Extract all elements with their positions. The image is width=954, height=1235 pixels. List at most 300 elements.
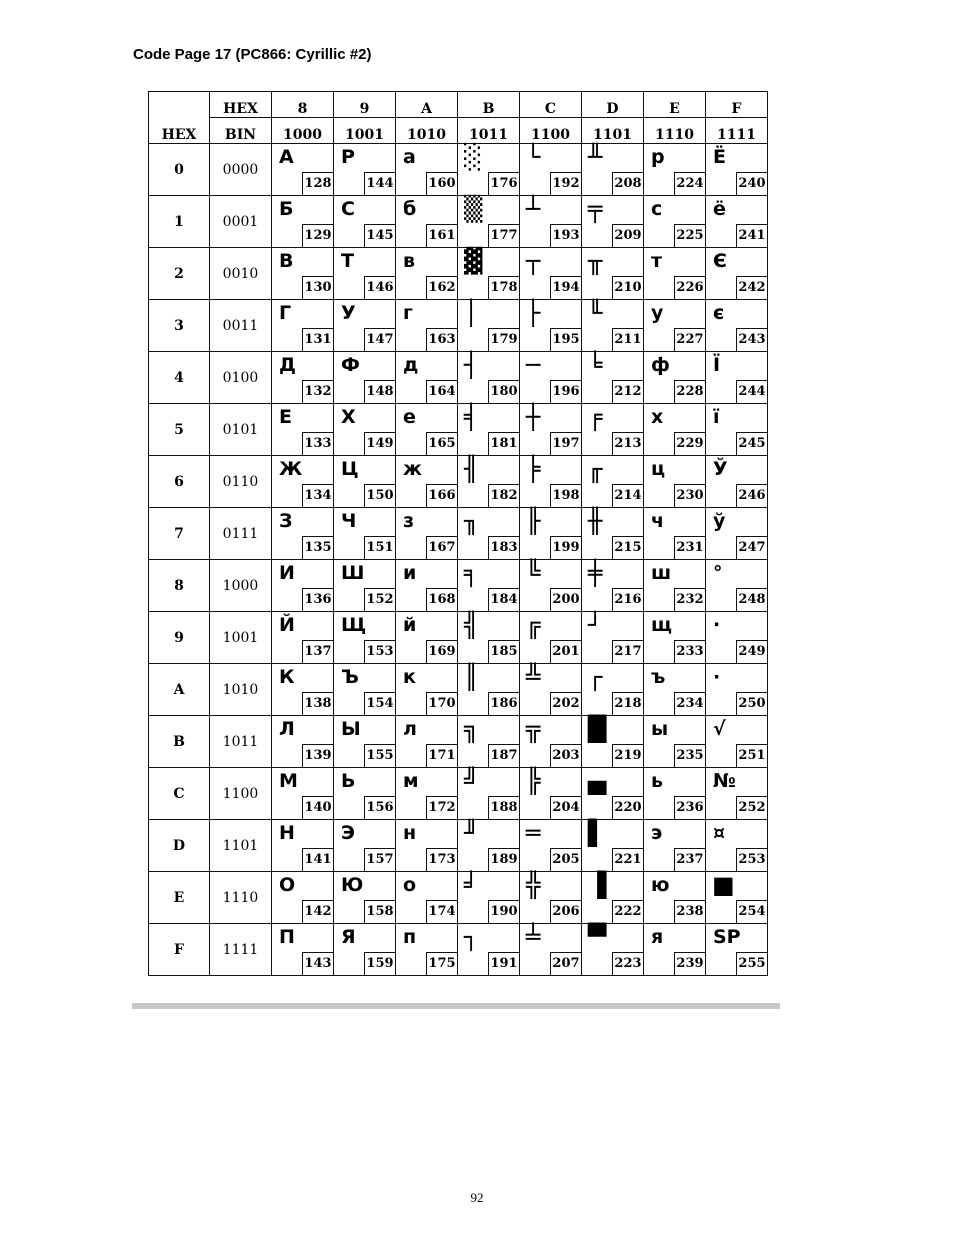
char-cell xyxy=(706,820,768,872)
char-cell xyxy=(644,508,706,560)
char-cell xyxy=(582,300,644,352)
row-hex: 6 xyxy=(149,456,210,508)
table-row xyxy=(149,144,768,196)
char-cell xyxy=(272,404,334,456)
table-row xyxy=(149,508,768,560)
char-glyph: Ф xyxy=(341,354,360,376)
char-code: 200 xyxy=(550,588,581,611)
char-code: 156 xyxy=(364,796,395,819)
row-bin: 1001 xyxy=(210,612,272,664)
char-glyph: ├ xyxy=(526,299,541,327)
char-cell xyxy=(520,872,582,924)
char-code: 218 xyxy=(612,692,643,715)
char-code: 245 xyxy=(736,432,767,455)
char-cell xyxy=(334,300,396,352)
char-cell xyxy=(272,768,334,820)
char-glyph: Ц xyxy=(341,458,359,480)
char-code: 222 xyxy=(612,900,643,923)
char-code: 254 xyxy=(736,900,767,923)
char-cell xyxy=(458,456,520,508)
char-cell xyxy=(582,768,644,820)
char-cell xyxy=(582,560,644,612)
char-cell xyxy=(706,560,768,612)
char-cell xyxy=(582,872,644,924)
char-glyph: ╖ xyxy=(464,507,479,535)
row-bin: 0010 xyxy=(210,248,272,300)
char-code: 169 xyxy=(426,640,457,663)
row-bin: 1100 xyxy=(210,768,272,820)
row-bin: 1110 xyxy=(210,872,272,924)
char-cell xyxy=(520,768,582,820)
row-bin: 0100 xyxy=(210,352,272,404)
char-cell xyxy=(272,196,334,248)
char-cell xyxy=(706,612,768,664)
char-code: 198 xyxy=(550,484,581,507)
char-code: 180 xyxy=(488,380,519,403)
table-row xyxy=(149,664,768,716)
char-cell xyxy=(644,716,706,768)
char-cell xyxy=(396,924,458,976)
char-code: 214 xyxy=(612,484,643,507)
char-code: 243 xyxy=(736,328,767,351)
table-row xyxy=(149,300,768,352)
char-code: 172 xyxy=(426,796,457,819)
char-cell xyxy=(520,508,582,560)
char-glyph: ╕ xyxy=(464,559,479,587)
char-glyph: ■ xyxy=(712,871,735,899)
char-cell xyxy=(582,144,644,196)
char-cell xyxy=(582,664,644,716)
char-cell xyxy=(520,664,582,716)
char-glyph: т xyxy=(651,250,663,272)
char-glyph: ь xyxy=(651,770,664,792)
char-glyph: ╡ xyxy=(464,403,479,431)
table-row xyxy=(149,768,768,820)
char-code: 133 xyxy=(302,432,333,455)
column-bin-1: 1001 xyxy=(334,118,396,144)
char-cell xyxy=(582,820,644,872)
char-cell xyxy=(334,872,396,924)
char-glyph: └ xyxy=(526,143,541,171)
char-glyph: ╠ xyxy=(526,767,541,795)
row-hex: 9 xyxy=(149,612,210,664)
char-code: 195 xyxy=(550,328,581,351)
char-glyph: ш xyxy=(651,562,672,584)
char-glyph: Ь xyxy=(341,770,356,792)
char-code: 241 xyxy=(736,224,767,247)
char-glyph: Ї xyxy=(713,354,721,376)
char-glyph: ф xyxy=(651,354,670,376)
char-cell xyxy=(272,716,334,768)
char-code: 189 xyxy=(488,848,519,871)
char-cell xyxy=(334,612,396,664)
column-bin-4: 1100 xyxy=(520,118,582,144)
char-glyph: ▄ xyxy=(588,767,607,795)
char-glyph: ╛ xyxy=(464,871,479,899)
char-cell xyxy=(520,820,582,872)
row-hex: F xyxy=(149,924,210,976)
char-glyph: Н xyxy=(279,822,295,844)
table-row xyxy=(149,352,768,404)
row-bin: 1111 xyxy=(210,924,272,976)
char-cell xyxy=(644,612,706,664)
char-glyph: ╓ xyxy=(588,455,603,483)
char-cell xyxy=(396,456,458,508)
header-row-bin xyxy=(149,118,768,144)
char-cell xyxy=(396,404,458,456)
char-code: 244 xyxy=(736,380,767,403)
char-cell xyxy=(396,300,458,352)
column-bin-5: 1101 xyxy=(582,118,644,144)
char-code: 173 xyxy=(426,848,457,871)
char-cell xyxy=(520,404,582,456)
char-code: 149 xyxy=(364,432,395,455)
char-code: 177 xyxy=(488,224,519,247)
char-cell xyxy=(272,924,334,976)
char-glyph: п xyxy=(403,926,417,948)
char-cell xyxy=(272,664,334,716)
char-glyph: № xyxy=(713,770,736,792)
char-cell xyxy=(582,248,644,300)
char-glyph: ╟ xyxy=(526,507,541,535)
char-glyph: ┴ xyxy=(526,195,541,223)
char-glyph: ╬ xyxy=(526,871,541,899)
bottom-rule xyxy=(132,1003,780,1009)
char-glyph: М xyxy=(279,770,298,792)
char-code: 247 xyxy=(736,536,767,559)
char-glyph: ж xyxy=(403,458,422,480)
row-hex: C xyxy=(149,768,210,820)
char-code: 131 xyxy=(302,328,333,351)
char-glyph: Ш xyxy=(341,562,365,584)
char-cell xyxy=(458,768,520,820)
char-glyph: л xyxy=(403,718,417,740)
char-code: 229 xyxy=(674,432,705,455)
char-cell xyxy=(458,872,520,924)
char-cell xyxy=(334,144,396,196)
char-code: 175 xyxy=(426,952,457,975)
row-bin: 0101 xyxy=(210,404,272,456)
char-glyph: й xyxy=(403,614,417,636)
char-glyph: в xyxy=(403,250,416,272)
char-cell xyxy=(520,456,582,508)
char-glyph: ╘ xyxy=(588,351,603,379)
char-code: 253 xyxy=(736,848,767,871)
column-hex-4: C xyxy=(520,92,582,118)
char-cell xyxy=(520,196,582,248)
char-glyph: ═ xyxy=(526,819,541,847)
char-code: 217 xyxy=(612,640,643,663)
char-cell xyxy=(272,248,334,300)
char-code: 236 xyxy=(674,796,705,819)
char-glyph: ч xyxy=(651,510,665,532)
char-glyph: ╧ xyxy=(526,923,541,951)
char-glyph: Л xyxy=(279,718,295,740)
char-code: 255 xyxy=(736,952,767,975)
column-bin-7: 1111 xyxy=(706,118,768,144)
table-row xyxy=(149,872,768,924)
char-glyph: ╪ xyxy=(588,559,603,587)
char-cell xyxy=(644,352,706,404)
char-code: 164 xyxy=(426,380,457,403)
char-glyph: SP xyxy=(713,926,741,948)
char-code: 167 xyxy=(426,536,457,559)
char-glyph: Е xyxy=(279,406,292,428)
char-glyph: к xyxy=(403,666,416,688)
char-glyph: н xyxy=(403,822,417,844)
char-glyph: Й xyxy=(279,614,295,636)
char-glyph: ы xyxy=(651,718,669,740)
char-glyph: ▌ xyxy=(588,819,607,847)
char-cell xyxy=(396,196,458,248)
char-glyph: д xyxy=(403,354,419,376)
char-cell xyxy=(334,820,396,872)
char-cell xyxy=(520,716,582,768)
char-code: 206 xyxy=(550,900,581,923)
row-hex: 1 xyxy=(149,196,210,248)
char-cell xyxy=(396,716,458,768)
char-cell xyxy=(458,404,520,456)
char-code: 129 xyxy=(302,224,333,247)
char-glyph: ┤ xyxy=(464,351,479,379)
char-code: 154 xyxy=(364,692,395,715)
char-code: 234 xyxy=(674,692,705,715)
char-code: 233 xyxy=(674,640,705,663)
char-code: 135 xyxy=(302,536,333,559)
char-code: 143 xyxy=(302,952,333,975)
char-code: 148 xyxy=(364,380,395,403)
char-code: 250 xyxy=(736,692,767,715)
row-bin: 0011 xyxy=(210,300,272,352)
char-glyph: я xyxy=(651,926,664,948)
char-cell xyxy=(334,768,396,820)
char-code: 221 xyxy=(612,848,643,871)
char-code: 201 xyxy=(550,640,581,663)
char-code: 130 xyxy=(302,276,333,299)
char-cell xyxy=(458,248,520,300)
char-cell xyxy=(396,768,458,820)
char-glyph: ┐ xyxy=(464,923,479,951)
row-bin: 1101 xyxy=(210,820,272,872)
char-cell xyxy=(396,560,458,612)
char-code: 128 xyxy=(302,172,333,195)
char-glyph: │ xyxy=(464,299,479,327)
char-code: 248 xyxy=(736,588,767,611)
char-glyph: ╣ xyxy=(464,611,479,639)
char-code: 142 xyxy=(302,900,333,923)
char-cell xyxy=(520,352,582,404)
char-cell xyxy=(520,300,582,352)
char-code: 139 xyxy=(302,744,333,767)
char-glyph: ╗ xyxy=(464,715,479,743)
char-cell xyxy=(644,248,706,300)
row-hex: 5 xyxy=(149,404,210,456)
char-code: 242 xyxy=(736,276,767,299)
char-code: 141 xyxy=(302,848,333,871)
char-glyph: ё xyxy=(713,198,726,220)
column-hex-2: A xyxy=(396,92,458,118)
char-cell xyxy=(706,768,768,820)
char-code: 168 xyxy=(426,588,457,611)
char-code: 147 xyxy=(364,328,395,351)
char-code: 183 xyxy=(488,536,519,559)
char-cell xyxy=(396,508,458,560)
char-cell xyxy=(582,352,644,404)
code-page-table xyxy=(148,91,768,976)
char-glyph: ┬ xyxy=(526,247,541,275)
char-code: 182 xyxy=(488,484,519,507)
char-glyph: ▀ xyxy=(588,923,607,951)
char-cell xyxy=(458,924,520,976)
char-cell xyxy=(582,716,644,768)
char-glyph: ў xyxy=(713,510,726,532)
table-row xyxy=(149,196,768,248)
column-bin-0: 1000 xyxy=(272,118,334,144)
char-cell xyxy=(520,924,582,976)
char-code: 208 xyxy=(612,172,643,195)
char-code: 240 xyxy=(736,172,767,195)
char-code: 211 xyxy=(612,328,643,351)
char-glyph: ░ xyxy=(464,143,483,171)
char-glyph: ─ xyxy=(526,351,541,379)
char-cell xyxy=(334,404,396,456)
char-cell xyxy=(582,196,644,248)
char-code: 230 xyxy=(674,484,705,507)
page-heading: Code Page 17 (PC866: Cyrillic #2) xyxy=(133,46,372,63)
char-code: 231 xyxy=(674,536,705,559)
char-code: 153 xyxy=(364,640,395,663)
row-bin: 0000 xyxy=(210,144,272,196)
char-code: 179 xyxy=(488,328,519,351)
row-hex: E xyxy=(149,872,210,924)
char-glyph: Ж xyxy=(279,458,303,480)
char-cell xyxy=(458,196,520,248)
char-cell xyxy=(396,248,458,300)
column-hex-0: 8 xyxy=(272,92,334,118)
char-glyph: з xyxy=(403,510,415,532)
char-glyph: ¤ xyxy=(713,822,726,844)
char-glyph: а xyxy=(403,146,416,168)
char-code: 187 xyxy=(488,744,519,767)
char-code: 188 xyxy=(488,796,519,819)
row-hex: 2 xyxy=(149,248,210,300)
char-glyph: ┌ xyxy=(588,663,603,691)
char-code: 212 xyxy=(612,380,643,403)
char-cell xyxy=(706,872,768,924)
char-cell xyxy=(458,820,520,872)
char-code: 166 xyxy=(426,484,457,507)
char-glyph: Я xyxy=(341,926,356,948)
char-glyph: ╤ xyxy=(588,195,603,223)
char-glyph: ° xyxy=(713,562,723,584)
char-glyph: К xyxy=(279,666,295,688)
column-hex-1: 9 xyxy=(334,92,396,118)
char-code: 140 xyxy=(302,796,333,819)
char-cell xyxy=(582,612,644,664)
table-row xyxy=(149,560,768,612)
table-row xyxy=(149,456,768,508)
char-glyph: э xyxy=(651,822,663,844)
char-code: 155 xyxy=(364,744,395,767)
char-cell xyxy=(334,508,396,560)
char-cell xyxy=(706,404,768,456)
char-code: 227 xyxy=(674,328,705,351)
char-glyph: ╦ xyxy=(526,715,541,743)
row-bin: 1010 xyxy=(210,664,272,716)
char-glyph: Р xyxy=(341,146,355,168)
char-code: 194 xyxy=(550,276,581,299)
char-cell xyxy=(334,456,396,508)
char-glyph: и xyxy=(403,562,417,584)
char-code: 232 xyxy=(674,588,705,611)
char-glyph: √ xyxy=(713,718,726,740)
char-cell xyxy=(396,820,458,872)
char-glyph: З xyxy=(279,510,293,532)
char-code: 251 xyxy=(736,744,767,767)
char-code: 181 xyxy=(488,432,519,455)
char-cell xyxy=(582,508,644,560)
char-code: 202 xyxy=(550,692,581,715)
char-code: 190 xyxy=(488,900,519,923)
char-code: 150 xyxy=(364,484,395,507)
char-glyph: Ч xyxy=(341,510,357,532)
char-code: 205 xyxy=(550,848,581,871)
char-glyph: ╞ xyxy=(526,455,541,483)
char-cell xyxy=(458,716,520,768)
char-cell xyxy=(334,716,396,768)
char-code: 203 xyxy=(550,744,581,767)
header-hex-label: HEX xyxy=(210,92,272,118)
char-glyph: ▓ xyxy=(464,247,483,275)
char-glyph: о xyxy=(403,874,417,896)
table-row xyxy=(149,404,768,456)
char-cell xyxy=(396,872,458,924)
char-glyph: ї xyxy=(713,406,720,428)
char-cell xyxy=(582,404,644,456)
char-code: 146 xyxy=(364,276,395,299)
char-code: 207 xyxy=(550,952,581,975)
char-glyph: у xyxy=(651,302,664,324)
char-code: 170 xyxy=(426,692,457,715)
column-bin-6: 1110 xyxy=(644,118,706,144)
char-cell xyxy=(706,456,768,508)
char-glyph: И xyxy=(279,562,295,584)
char-cell xyxy=(520,560,582,612)
char-cell xyxy=(396,664,458,716)
char-cell xyxy=(396,144,458,196)
char-glyph: ╨ xyxy=(588,143,603,171)
char-glyph: м xyxy=(403,770,419,792)
char-glyph: Д xyxy=(279,354,296,376)
char-cell xyxy=(644,300,706,352)
char-code: 215 xyxy=(612,536,643,559)
char-cell xyxy=(334,560,396,612)
char-glyph: Э xyxy=(341,822,355,844)
char-glyph: Ё xyxy=(713,146,726,168)
char-glyph: Ы xyxy=(341,718,361,740)
char-glyph: Х xyxy=(341,406,356,428)
char-glyph: П xyxy=(279,926,295,948)
char-glyph: ┘ xyxy=(588,611,603,639)
char-code: 228 xyxy=(674,380,705,403)
char-glyph: Ў xyxy=(713,458,728,480)
char-glyph: █ xyxy=(588,715,607,743)
char-glyph: ╔ xyxy=(526,611,541,639)
char-code: 157 xyxy=(364,848,395,871)
row-bin: 0001 xyxy=(210,196,272,248)
char-cell xyxy=(644,404,706,456)
char-code: 193 xyxy=(550,224,581,247)
